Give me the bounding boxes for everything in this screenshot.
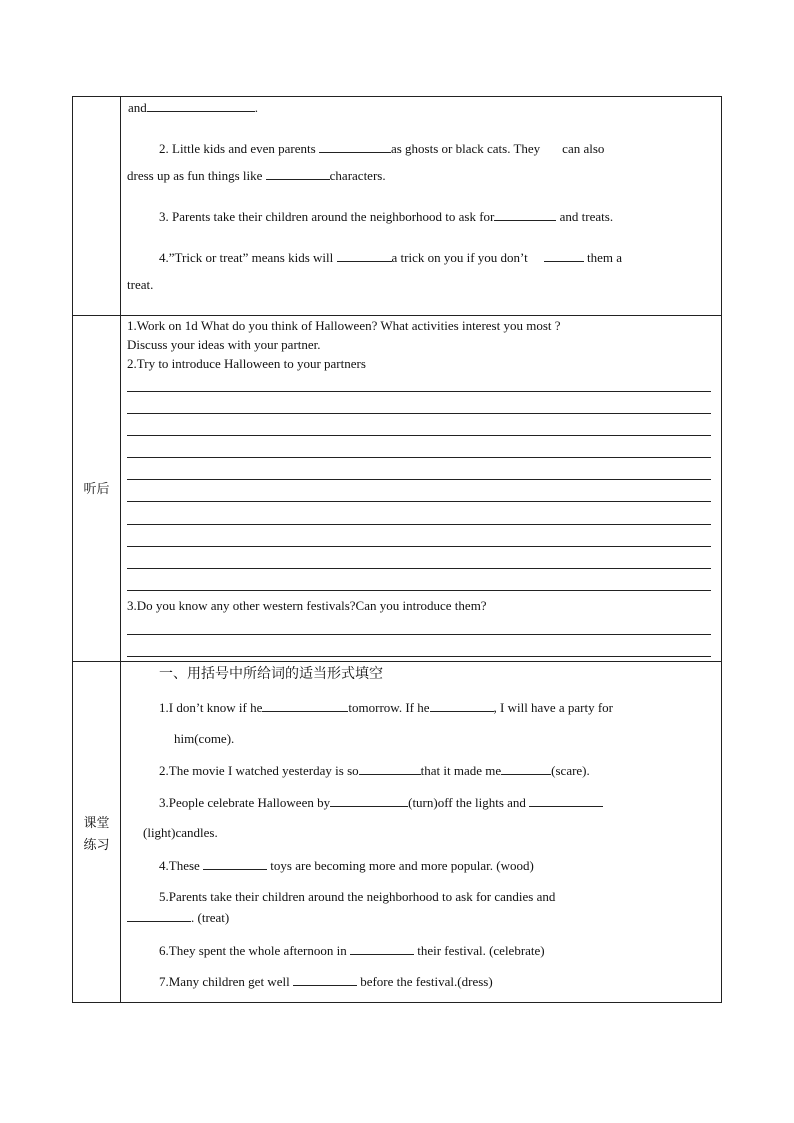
exercise-1: 1.I don’t know if he tomorrow. If he , I will have a party for	[159, 700, 613, 715]
answer-blank[interactable]	[529, 794, 603, 807]
answer-blank[interactable]	[350, 942, 414, 955]
exercise-2: 2.The movie I watched yesterday is so that it made me (scare).	[159, 763, 590, 778]
exercise-7: 7.Many children get well before the festival.(dress)	[159, 974, 493, 989]
row-divider	[73, 661, 721, 662]
row1-line-0: and .	[128, 100, 259, 115]
writing-line[interactable]	[127, 590, 711, 591]
label-line-1: 课堂	[83, 816, 110, 831]
answer-blank[interactable]	[203, 857, 267, 870]
exercise-heading: 一、用括号中所给词的适当形式填空	[159, 666, 383, 682]
writing-line[interactable]	[127, 435, 711, 436]
question-3: 3. Parents take their children around the neighborhood to ask for and treats.	[159, 209, 614, 224]
answer-blank[interactable]	[319, 140, 391, 153]
exercise-5: 5.Parents take their children around the neighborhood to ask for candies and	[159, 889, 556, 904]
exercise-5-cont: . (treat)	[127, 909, 229, 926]
writing-line[interactable]	[127, 568, 711, 569]
writing-line[interactable]	[127, 634, 711, 635]
writing-line[interactable]	[127, 479, 711, 480]
writing-line[interactable]	[127, 457, 711, 458]
question-4: 4.”Trick or treat” means kids will a trick on you if you don’t them a	[159, 250, 623, 265]
row-divider	[73, 315, 721, 316]
column-divider	[120, 97, 121, 1002]
answer-blank[interactable]	[544, 249, 584, 262]
answer-blank[interactable]	[266, 167, 330, 180]
exercise-6: 6.They spent the whole afternoon in their festival. (celebrate)	[159, 943, 545, 958]
task-2: 2.Try to introduce Halloween to your partners	[127, 356, 366, 371]
task-1-cont: Discuss your ideas with your partner.	[127, 337, 321, 352]
label-line-2: 练习	[83, 838, 110, 853]
answer-blank[interactable]	[293, 973, 357, 986]
writing-line[interactable]	[127, 501, 711, 502]
task-3: 3.Do you know any other western festivals?Can you introduce them?	[127, 598, 487, 613]
row-label-class-practice	[73, 813, 120, 857]
question-2-cont: dress up as fun things like characters.	[127, 168, 386, 183]
answer-blank[interactable]	[359, 762, 421, 775]
answer-blank[interactable]	[337, 249, 392, 262]
writing-line[interactable]	[127, 524, 711, 525]
answer-blank[interactable]	[330, 794, 408, 807]
answer-blank[interactable]	[501, 762, 551, 775]
exercise-3-cont: (light)candles.	[143, 825, 218, 840]
question-2: 2. Little kids and even parents as ghosts or black cats. They can also	[159, 141, 605, 156]
answer-blank[interactable]	[262, 699, 348, 712]
answer-blank[interactable]	[494, 208, 556, 221]
answer-blank[interactable]	[430, 699, 494, 712]
writing-line[interactable]	[127, 391, 711, 392]
row-label-after-listening: 听后	[83, 482, 110, 497]
writing-line[interactable]	[127, 656, 711, 657]
question-4-cont: treat.	[127, 277, 154, 292]
exercise-4: 4.These toys are becoming more and more popular. (wood)	[159, 858, 534, 873]
answer-blank[interactable]	[127, 909, 191, 922]
answer-blank[interactable]	[147, 99, 255, 112]
exercise-1-cont: him(come).	[174, 731, 235, 746]
exercise-3: 3.People celebrate Halloween by (turn)off the lights and	[159, 794, 603, 811]
writing-line[interactable]	[127, 413, 711, 414]
writing-line[interactable]	[127, 546, 711, 547]
task-1: 1.Work on 1d What do you think of Halloween? What activities interest you most ?	[127, 318, 561, 333]
